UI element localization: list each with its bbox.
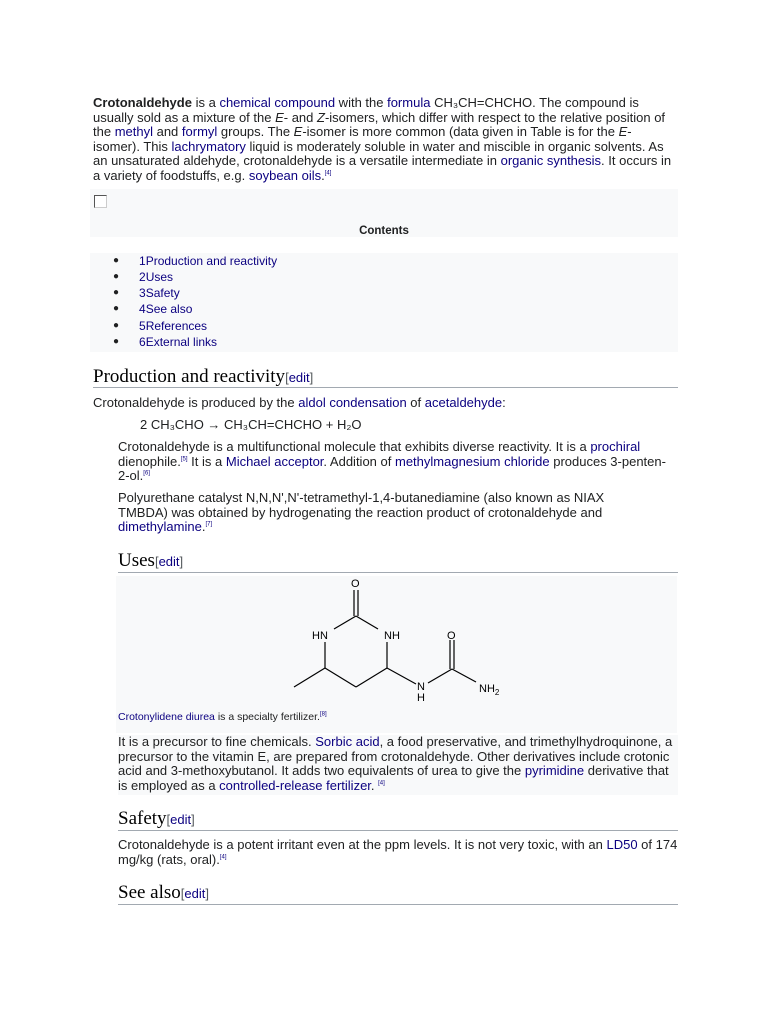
toc-title: Contents (359, 225, 409, 237)
heading-text: See also (118, 882, 181, 903)
bullet-icon: ● (113, 287, 120, 298)
toc-header (90, 189, 678, 237)
toc-item-label[interactable]: External links (145, 335, 218, 349)
intro-text: groups. The (217, 124, 294, 139)
atom-hn: HN (312, 630, 328, 642)
section-divider (118, 904, 678, 905)
production-paragraph-2 (118, 440, 673, 484)
link-prochiral[interactable]: prochiral (590, 439, 641, 454)
link-michael-acceptor[interactable]: Michael acceptor (225, 453, 324, 469)
toc-item-label[interactable]: Safety (145, 286, 180, 300)
toc-item-number: 3 (139, 286, 146, 300)
structure-figure (116, 576, 677, 733)
toc-item-number: 1 (139, 254, 146, 268)
intro-text: -isomer). This (93, 124, 632, 154)
production-paragraph-3 (118, 491, 648, 535)
table-of-contents (90, 189, 678, 352)
citation-4[interactable]: [4] (324, 170, 332, 177)
body-text: dienophile. (118, 453, 181, 469)
intro-italic: E (293, 124, 303, 139)
body-text: . (201, 519, 206, 534)
heading-see-also (118, 882, 209, 905)
body-text: Crotonaldehyde is produced by the (93, 395, 299, 410)
edit-bracket: ] (179, 554, 184, 569)
intro-text: - and (283, 109, 318, 125)
edit-section-link[interactable] (167, 812, 195, 827)
link-chemical-compound[interactable]: chemical compound (219, 95, 336, 110)
safety-paragraph (118, 838, 678, 867)
atom-nh2-subscript: 2 (494, 688, 500, 697)
edit-link[interactable]: edit (158, 554, 180, 569)
atom-o-right: O (447, 630, 456, 642)
link-acetaldehyde[interactable]: acetaldehyde (424, 395, 503, 410)
section-divider (118, 830, 678, 831)
toc-item-number: 5 (139, 319, 146, 333)
citation-5[interactable]: [5] (180, 456, 188, 463)
citation-6[interactable]: [6] (143, 470, 150, 477)
link-dimethylamine[interactable]: dimethylamine (118, 519, 202, 534)
citation-8[interactable]: [8] (319, 711, 327, 718)
link-crotonylidene-diurea[interactable]: Crotonylidene diurea (118, 711, 215, 723)
section-divider (118, 572, 678, 573)
intro-text: . It occurs in a variety of foodstuffs, e.g. (93, 153, 672, 183)
body-text: Crotonaldehyde is a multifunctional molecule that exhibits diverse reactivity. It is a (118, 439, 591, 454)
heading-safety (118, 808, 195, 831)
heading-text: Uses (118, 550, 155, 571)
heading-uses (118, 550, 183, 573)
reaction-equation: 2 CH₃CHO → CH₃CH=CHCHO + H₂O (140, 417, 362, 432)
bullet-icon: ● (113, 271, 120, 282)
atom-nh2-text: NH (479, 683, 495, 695)
caption-text: is a specialty fertilizer. (214, 711, 320, 723)
edit-bracket: ] (191, 812, 195, 827)
body-text: , a food preservative, and trimethylhydroquinone, a precursor to the vitamin E, are prepared from crotonaldehyde. Other derivatives include crotonic acid and 3-methoxybutanol. It adds two equivalents of urea to give the (118, 734, 673, 778)
intro-text: and (152, 124, 182, 139)
crotonylidene-diurea-structure (116, 576, 677, 733)
atom-n: N (417, 681, 425, 693)
uses-paragraph (118, 735, 678, 795)
intro-italic: Z (317, 109, 325, 125)
body-text: Crotonaldehyde is a potent irritant even at the ppm levels. It is not very toxic, with an (118, 837, 607, 852)
edit-link[interactable]: edit (288, 370, 310, 385)
intro-text: with the (335, 95, 388, 110)
link-methyl[interactable]: methyl (114, 124, 153, 139)
citation-7[interactable]: [7] (205, 521, 213, 528)
body-text: Polyurethane catalyst N,N,N',N'-tetramethyl-1,4-butanediamine (also known as NIAX TMBDA) was obtained by hydrogenating the reaction product of crotonaldehyde and (118, 490, 605, 520)
body-text: It is a precursor to fine chemicals. (118, 734, 316, 749)
intro-text: is a (191, 95, 220, 110)
link-methylmagnesium-chloride[interactable]: methylmagnesium chloride (394, 453, 550, 469)
edit-bracket: ] (309, 370, 314, 385)
link-ld50[interactable]: LD50 (606, 837, 638, 852)
article-subject: Crotonaldehyde (93, 95, 192, 110)
atom-h: H (417, 692, 425, 704)
bullet-icon: ● (113, 303, 120, 314)
section-divider (93, 387, 678, 388)
edit-link[interactable]: edit (184, 886, 206, 901)
toc-list (90, 253, 678, 352)
body-text: . Addition of (323, 453, 395, 469)
heading-text: Safety (118, 808, 167, 829)
toc-toggle-checkbox[interactable] (94, 195, 107, 208)
intro-italic: E (618, 124, 628, 139)
link-formula[interactable]: formula (387, 95, 431, 110)
intro-italic: E (275, 109, 284, 125)
toc-item-label[interactable]: References (145, 319, 208, 333)
link-lachrymatory[interactable]: lachrymatory (171, 138, 246, 154)
edit-bracket: [ (154, 554, 159, 569)
production-intro (93, 396, 678, 411)
intro-paragraph (93, 96, 678, 183)
link-soybean-oils[interactable]: soybean oils (248, 167, 322, 183)
toc-item-number: 2 (139, 270, 146, 284)
intro-text: . (321, 167, 325, 183)
link-aldol-condensation[interactable]: aldol condensation (298, 395, 407, 410)
bullet-icon: ● (113, 320, 120, 331)
heading-text: Production and reactivity (93, 366, 286, 387)
edit-bracket: [ (285, 370, 289, 385)
atom-nh2 (479, 683, 500, 697)
intro-text: CH₃CH=CHCHO. The compound is usually sold as a mixture of the (93, 95, 639, 125)
link-pyrimidine[interactable]: pyrimidine (524, 763, 585, 778)
toc-item-label[interactable]: See also (145, 302, 193, 316)
toc-item-number: 6 (139, 335, 146, 349)
body-text: of 174 mg/kg (rats, oral). (118, 837, 678, 867)
intro-text: -isomers, which differ with respect to the relative position of the (93, 109, 666, 139)
body-text: derivative that is employed as a (118, 763, 669, 793)
body-text: produces 3-penten-2-ol. (118, 453, 666, 483)
edit-bracket: [ (166, 812, 171, 827)
intro-text: liquid is moderately soluble in water and miscible in organic solvents. As an unsaturated aldehyde, crotonaldehyde is a versatile intermediate in (93, 138, 664, 168)
edit-section-link[interactable] (285, 370, 313, 385)
toc-item-number: 4 (139, 302, 146, 316)
link-sorbic-acid[interactable]: Sorbic acid (315, 734, 380, 749)
toc-item-label[interactable]: Production and reactivity (145, 254, 278, 268)
link-controlled-release-fertilizer[interactable]: controlled-release fertilizer (219, 777, 371, 793)
citation-4[interactable]: [4] (378, 780, 385, 787)
bullet-icon: ● (113, 255, 120, 266)
body-text: : (502, 395, 506, 410)
heading-production (93, 366, 313, 389)
body-text: of (406, 395, 425, 410)
body-text: It is a (187, 453, 226, 469)
atom-o-top: O (351, 578, 360, 590)
link-formyl[interactable]: formyl (181, 124, 218, 139)
toc-item-label[interactable]: Uses (145, 270, 174, 284)
atom-nh: NH (384, 630, 400, 642)
edit-bracket: ] (205, 886, 210, 901)
edit-section-link[interactable] (181, 886, 209, 901)
link-organic-synthesis[interactable]: organic synthesis (500, 153, 602, 168)
edit-link[interactable]: edit (170, 812, 192, 827)
bullet-icon: ● (113, 336, 120, 347)
figure-caption (118, 711, 327, 723)
citation-4[interactable]: [4] (219, 854, 227, 861)
body-text: . (370, 777, 379, 793)
edit-bracket: [ (180, 886, 185, 901)
intro-text: -isomer is more common (data given in Table is for the (302, 124, 619, 139)
edit-section-link[interactable] (155, 554, 183, 569)
